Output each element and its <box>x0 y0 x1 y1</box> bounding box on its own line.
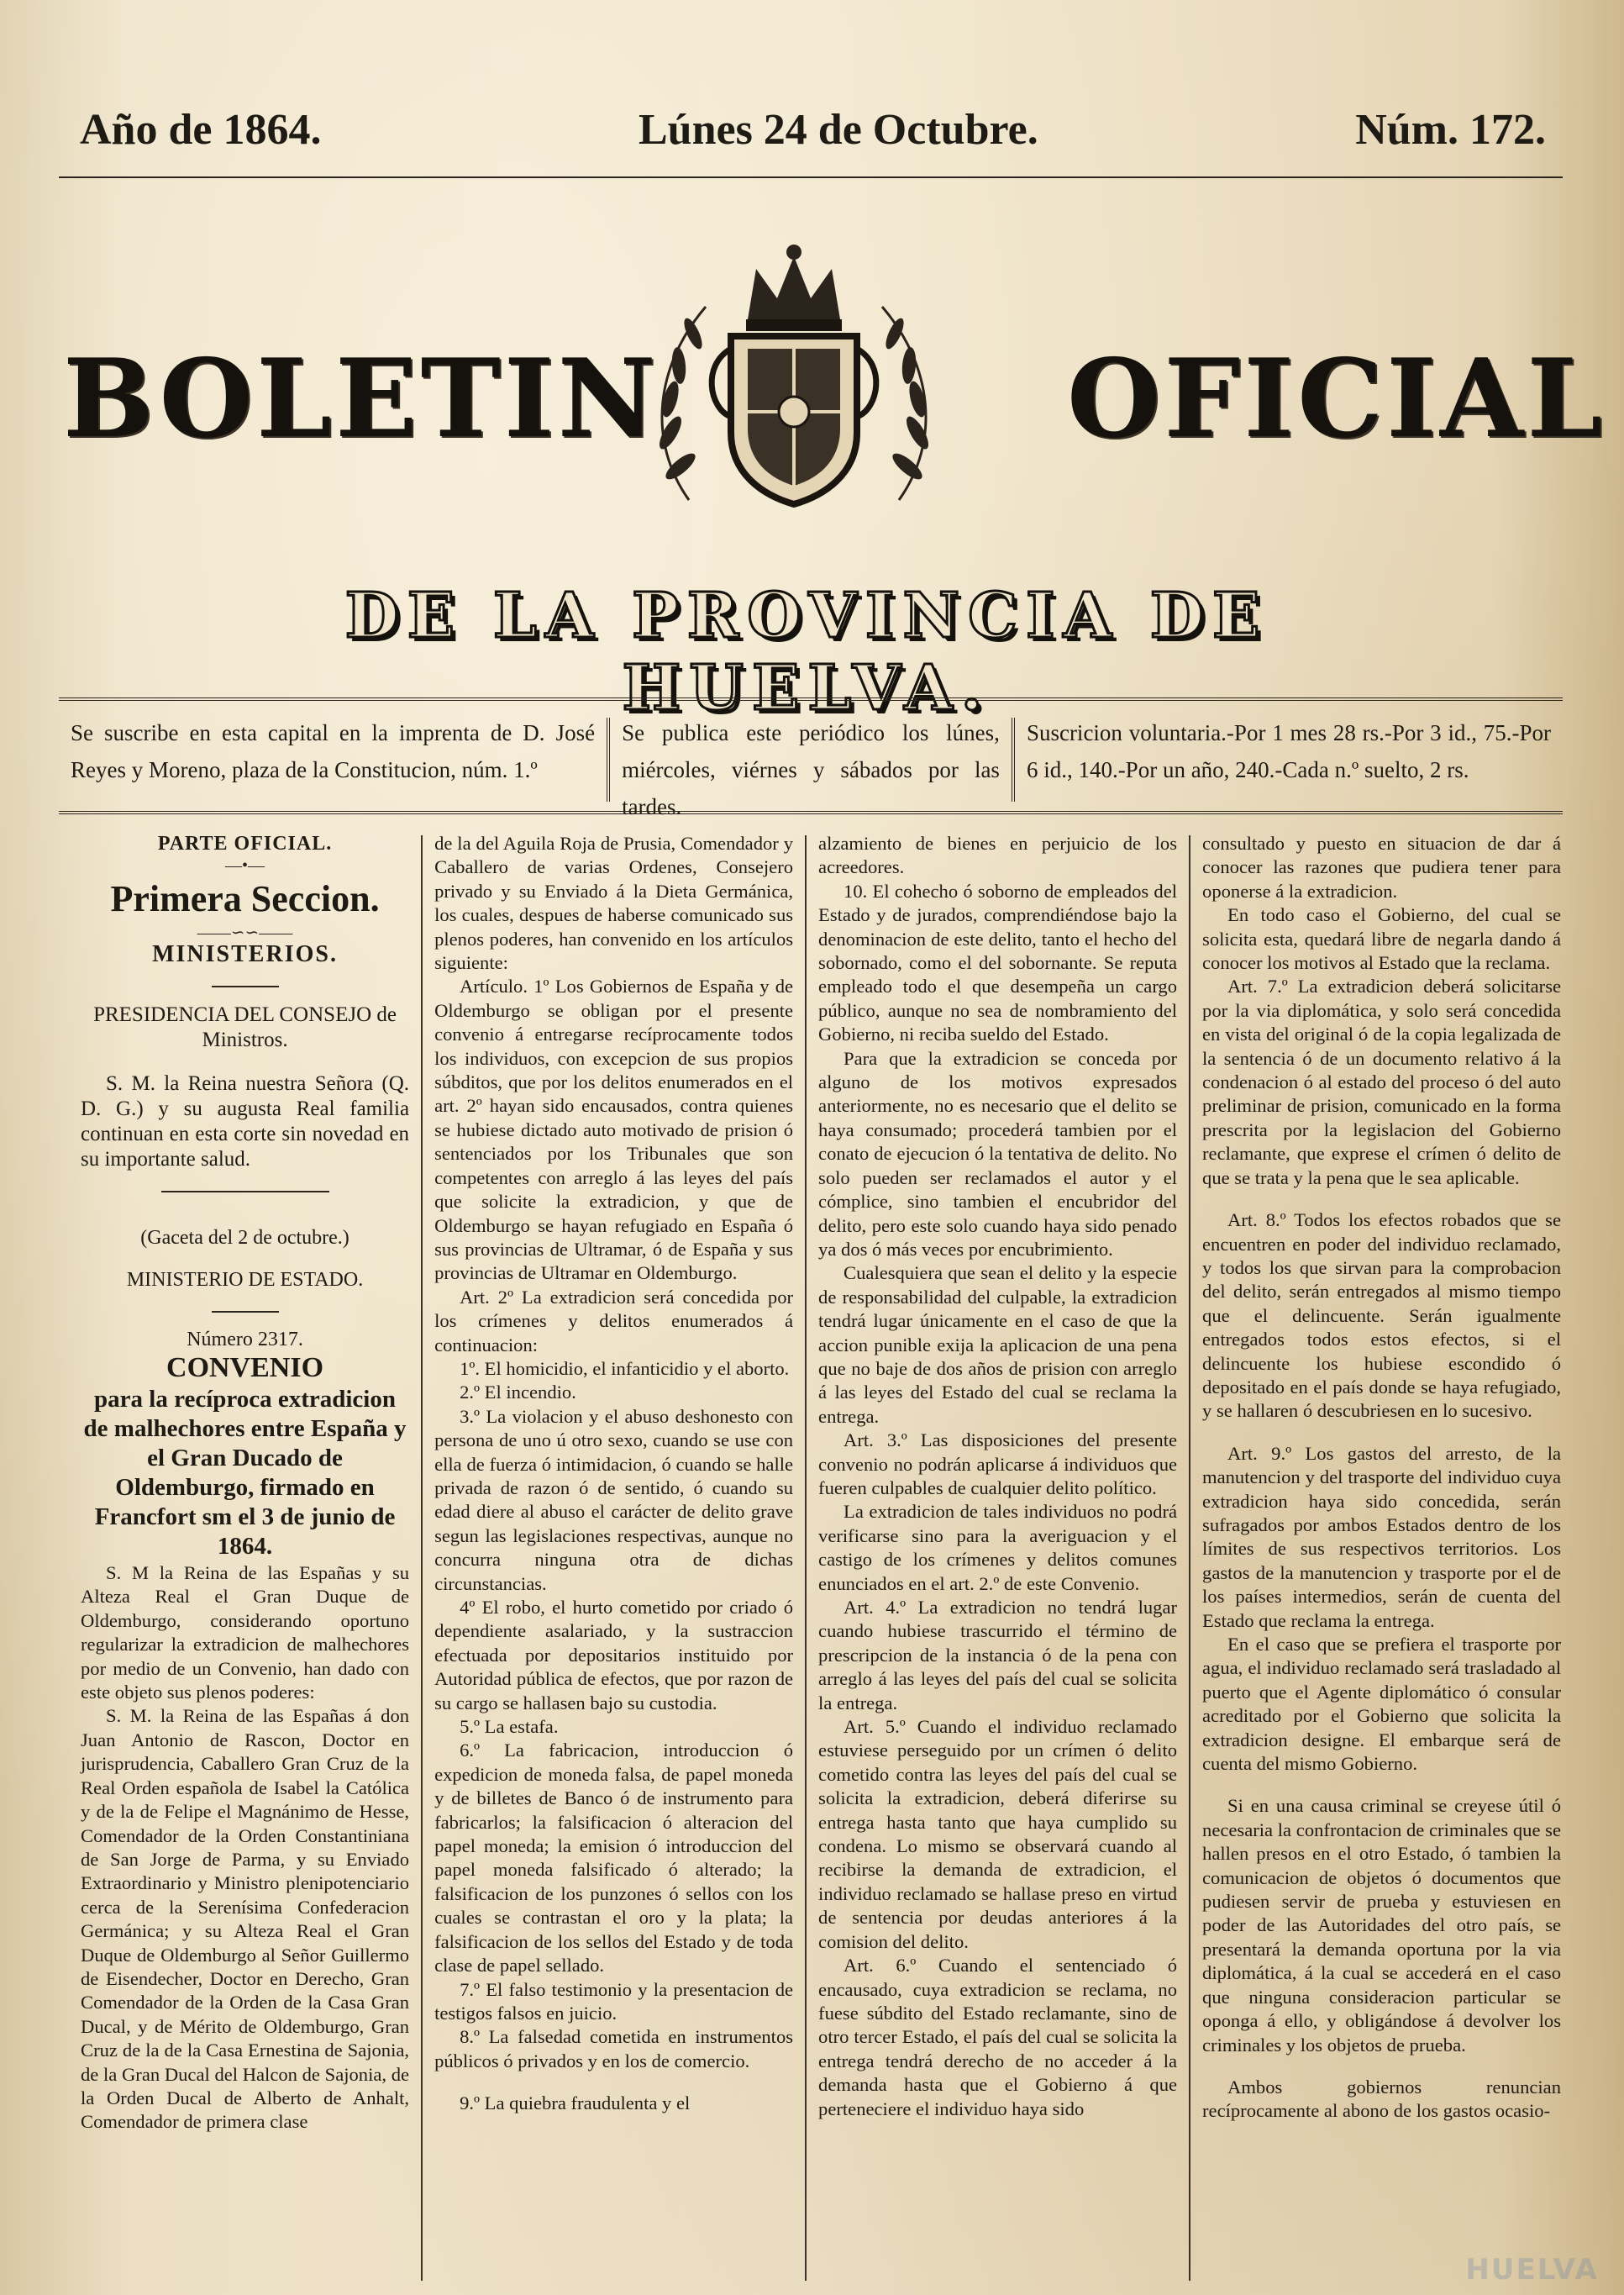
reina-paragraph: S. M. la Reina nuestra Señora (Q. D. G.) y su augusta Real familia continuan en esta corte sin novedad en su importante salud. <box>81 1071 410 1171</box>
list-item: 8.º La falsedad cometida en instrumentos públicos ó privados y en los de comercio. <box>434 2026 794 2071</box>
ministerios-heading: MINISTERIOS. <box>152 941 338 968</box>
dateline <box>80 105 1546 155</box>
article-1: Artículo. 1º Los Gobiernos de España y de Oldemburgo se obligan por el presente convenio á entregarse recíprocamente todos los individuos, con excepcion de sus propios súbditos, que por los delitos enumerados en el art. 2º hayan sido encausados, contra quienes se hubiese dictado auto motivado de prision ó sentenciados por los Tribunales que son competentes con arreglo á las leyes del país que solicite la extradicion, y que de Oldemburgo se hayan refugiado en España ó sus provincias de Ultramar, ó de España y sus provincias de Ultramar en Oldemburgo. <box>434 976 794 1284</box>
gaceta-note: (Gaceta del 2 de octubre.) <box>140 1226 350 1249</box>
paragraph: En el caso que se prefiera el trasporte por agua, el individuo reclamado será trasladado al puerto que el Agente diplomático ó consular acreditado por el Gobierno que solicita la extradicion designe. El embarque será de cuenta del mismo Gobierno. <box>1202 1634 1562 1775</box>
article-columns <box>69 832 1573 2286</box>
list-item: 1º. El homicidio, el infanticidio y el aborto. <box>460 1357 790 1379</box>
column-3 <box>807 832 1189 2286</box>
paragraph: La extradicion de tales individuos no podrá verificarse sino para la averiguacion y el castigo de los crímenes y delitos comunes enunciados en el art. 2.º de este Convenio. <box>818 1501 1178 1594</box>
list-item: 6.º La fabricacion, introduccion ó expedicion de moneda falsa, de papel moneda y de billetes de Banco ó de instrumento para fabricarlos; la falsificacion ó alteracion del papel moneda; la emision ó introduccion del papel moneda falsificado ó alterado; la falsificacion de los punzones ó sellos con los cuales se contrastan el oro y la plata; la falsificacion de los sellos del Estado y de toda clase de papel sellado. <box>434 1740 794 1977</box>
issue-number: Núm. 172. <box>1355 106 1546 154</box>
paragraph: S. M la Reina de las Españas y su Alteza Real el Gran Duque de Oldemburgo, considerando oportuno regularizar la extradicion de malhechores por medio de un Convenio, han dado con este objeto sus plenos poderes: <box>81 1562 410 1703</box>
ornament: —•— <box>225 856 265 876</box>
column-2 <box>423 832 805 2286</box>
paragraph: En todo caso el Gobierno, del cual se solicita esta, quedará libre de negarla dando á conocer los motivos al Estado que la reclama. <box>1202 904 1562 974</box>
article-4: Art. 4.º La extradicion no tendrá lugar cuando hubiese trascurrido el término de prescripcion de la instancia ó de la pena con arreglo á las leyes del país del cual se solicita la entrega. <box>818 1597 1178 1713</box>
subscription-where: Se suscribe en esta capital en la imprenta de D. José Reyes y Moreno, plaza de la Constitucion, núm. 1.º <box>71 720 596 782</box>
convenio-title: CONVENIO <box>166 1352 324 1384</box>
subinfo-top-rule <box>59 697 1563 701</box>
list-item: 9.º La quiebra fraudulenta y el <box>460 2092 691 2114</box>
presidencia-heading: PRESIDENCIA DEL CONSEJO de Ministros. <box>93 1003 397 1051</box>
article-2: Art. 2º La extradicion será concedida por los crímenes y delitos enumerados á continuacion: <box>434 1286 794 1355</box>
list-item: 2.º El incendio. <box>460 1382 576 1403</box>
subscription-box <box>59 714 1563 819</box>
list-item: 3.º La violacion y el abuso deshonesto con persona de uno ú otro sexo, cuando se use con ella de fuerza ó intimidacion, ó cuando se halle privada de razon ó de sentido, ó cuando su edad diere al abuso el carácter de delito grave segun las legislaciones respectivas, aunque no concurra ninguna otra de dichas circunstancias. <box>434 1405 794 1594</box>
paragraph: Si en una causa criminal se creyese útil ó necesaria la confrontacion de criminales que se hallen presos en el otro Estado, ó tambien la comunicacion de objetos ó documentos que pudiesen servir de prueba y estuviesen en poder de las Autoridades del otro país, se presentará la demanda oportuna por la via diplomática, á la cual se accederá en el caso que ninguna consideracion particular se oponga á ello, y obligándose á devolver los criminales y los objetos de prueba. <box>1202 1795 1562 2055</box>
paragraph: S. M. la Reina de las Españas á don Juan Antonio de Rascon, Doctor en jurisprudencia, Caballero Gran Cruz de la Real Orden española de Isabel la Católica y de la de Felipe el Magnánimo de Hesse, Comendador de la Orden Constantiniana de San Jorge de Parma, y su Enviado Extraordinario y Ministro plenipotenciario cerca de la Serenísima Confederacion Germánica; y su Alteza Real el Gran Duque de Oldemburgo al Señor Guillermo de Eisendecher, Doctor en Derecho, Gran Comendador de la Orden de la Casa Gran Ducal, y de Mérito de Oldemburgo, Gran Cruz de la de la Casa Ernestina de Sajonia, de la Gran Ducal del Halcon de Sajonia, de la Orden Ducal de Alberto de Anhalt, Comendador de primera clase <box>81 1705 410 2133</box>
subscription-when: Se publica este periódico los lúnes, miércoles, viérnes y sábados por las tardes. <box>622 720 1000 819</box>
ornament: ——∽∽—— <box>197 924 293 943</box>
rule <box>161 1191 329 1192</box>
paragraph: Cualesquiera que sean el delito y la especie de responsabilidad del culpable, la extradicion tendrá lugar únicamente en el caso de que la accion punible exija la aplicacion de una pena que no baje de dos años de prision con arreglo á las leyes del Estado del cual se reclama la entrega. <box>818 1262 1178 1427</box>
parte-oficial-heading: PARTE OFICIAL. <box>157 833 333 855</box>
seccion-heading: Primera Seccion. <box>110 878 380 920</box>
paragraph: alzamiento de bienes en perjuicio de los acreedores. <box>818 833 1178 878</box>
paragraph: Para que la extradicion se conceda por alguno de los motivos expresados anteriormente, no es necesario que el delito se haya consumado; procederá tambien por el conato de ejecucion ó la tentativa de delito. No solo pueden ser reclamados el autor y el cómplice, sino tambien el encubridor del delito, pero este solo cuando haya sido penado ya dos ó más veces por encubrimiento. <box>818 1047 1178 1260</box>
subinfo-bottom-rule <box>59 811 1563 814</box>
archive-watermark: HUELVA <box>1465 2253 1599 2287</box>
column-4 <box>1190 832 1573 2286</box>
issue-date: Lúnes 24 de Octubre. <box>638 106 1038 154</box>
issue-year: Año de 1864. <box>80 106 322 154</box>
short-rule <box>212 986 279 987</box>
masthead-left: BOLETIN <box>63 336 660 462</box>
list-item: 5.º La estafa. <box>460 1716 559 1738</box>
paragraph: de la del Aguila Roja de Prusia, Comendador y Caballero de varias Ordenes, Consejero privado y su Enviado á la Dieta Germánica, los cuales, despues de haberse comunicado sus plenos poderes, han convenido en los artículos siguiente: <box>434 833 794 974</box>
article-8: Art. 8.º Todos los efectos robados que se encuentren en poder del individuo reclamado, y todos los que sirvan para la comprobacion del delito, serán entregados al mismo tiempo que el delincuente. Serán igualmente entregados todos estos efectos, si el delincuente los hubiese escondido ó depositado en el país donde se haya refugiado, y se hallaren ó descubriesen en lo sucesivo. <box>1202 1209 1562 1422</box>
numero-label: Número 2317. <box>187 1328 303 1350</box>
royal-crest-icon <box>630 240 958 517</box>
column-1 <box>69 832 421 2286</box>
province-subtitle: DE LA PROVINCIA DE HUELVA. <box>344 580 1269 724</box>
top-rule <box>59 176 1563 178</box>
short-rule <box>212 1311 279 1313</box>
subscription-price: Suscricion voluntaria.-Por 1 mes 28 rs.-Por 3 id., 75.-Por 6 id., 140.-Por un año, 240.-Cada n.º suelto, 2 rs. <box>1026 720 1551 782</box>
paragraph: Ambos gobiernos renuncian recíprocamente al abono de los gastos ocasio- <box>1202 2076 1562 2122</box>
article-5: Art. 5.º Cuando el individuo reclamado estuviese perseguido por un crímen ó delito cometido contra las leyes del país del cual se solicita la extradicion, deberá diferirse su entrega hasta tanto que haya cumplido su condena. Lo mismo se observará cuando al recibirse la demanda de extradicion, el individuo reclamado se hallase preso en virtud de sentencia por deudas anteriores á la comision del delito. <box>818 1716 1178 1952</box>
article-9: Art. 9.º Los gastos del arresto, de la manutencion y del trasporte del individuo cuya extradicion haya sido concedida, serán sufragados por ambos Estados dentro de los límites de sus respectivos territorios. Los gastos de la manutencion y trasporte por el de los países intermedios, serán de cuenta del Estado que reclama la entrega. <box>1202 1442 1562 1631</box>
list-item: 7.º El falso testimonio y la presentacion de testigos falsos en juicio. <box>434 1978 794 2024</box>
ministerio-estado-heading: MINISTERIO DE ESTADO. <box>126 1269 364 1292</box>
article-6: Art. 6.º Cuando el sentenciado ó encausado, cuya extradicion se reclama, no fuese súbdito del Estado reclamante, sino de otro tercer Estado, el país del cual se solicita la entrega tendrá derecho de no acceder á la demanda hasta que el Gobierno á que perteneciere el individuo haya sido <box>818 1955 1178 2119</box>
masthead-right: OFICIAL <box>1067 336 1606 462</box>
convenio-subtitle: para la recíproca extradicion de malhechores entre España y el Gran Ducado de Oldemburgo, firmado en Francfort sm el 3 de junio de 1864. <box>83 1386 407 1561</box>
list-item: 10. El cohecho ó soborno de empleados del Estado y de jurados, comprendiéndose bajo la denominacion de este delito, tanto el hecho del sobornado, como el del sobornante. Se reputa empleado todo el que desempeña un cargo público, aunque no sea de nombramiento del Gobierno, ni reciba sueldo del Estado. <box>818 880 1178 1045</box>
article-3: Art. 3.º Las disposiciones del presente convenio no podrán aplicarse á individuos que fueren culpables de cualquier delito político. <box>818 1429 1178 1498</box>
list-item: 4º El robo, el hurto cometido por criado ó dependiente asalariado, y la sustraccion efectuada por depositarios instituido por Autoridad pública de efectos, que por razon de su cargo se hallasen bajo su custodia. <box>434 1597 794 1713</box>
article-7: Art. 7.º La extradicion deberá solicitarse por la via diplomática, y solo será concedida en vista del original ó de la copia legalizada de la sentencia ó de un documento relativo á la condenacion ó al estado del proceso ó del auto preliminar de prision, comunicado en la forma prescrita por la legislacion del Gobierno reclamante, que exprese el crímen ó delito de que se trata y la pena que le sea aplicable. <box>1202 976 1562 1188</box>
paragraph: consultado y puesto en situacion de dar á conocer las razones que pudiera tener para oponerse á la extradicion. <box>1202 833 1562 902</box>
